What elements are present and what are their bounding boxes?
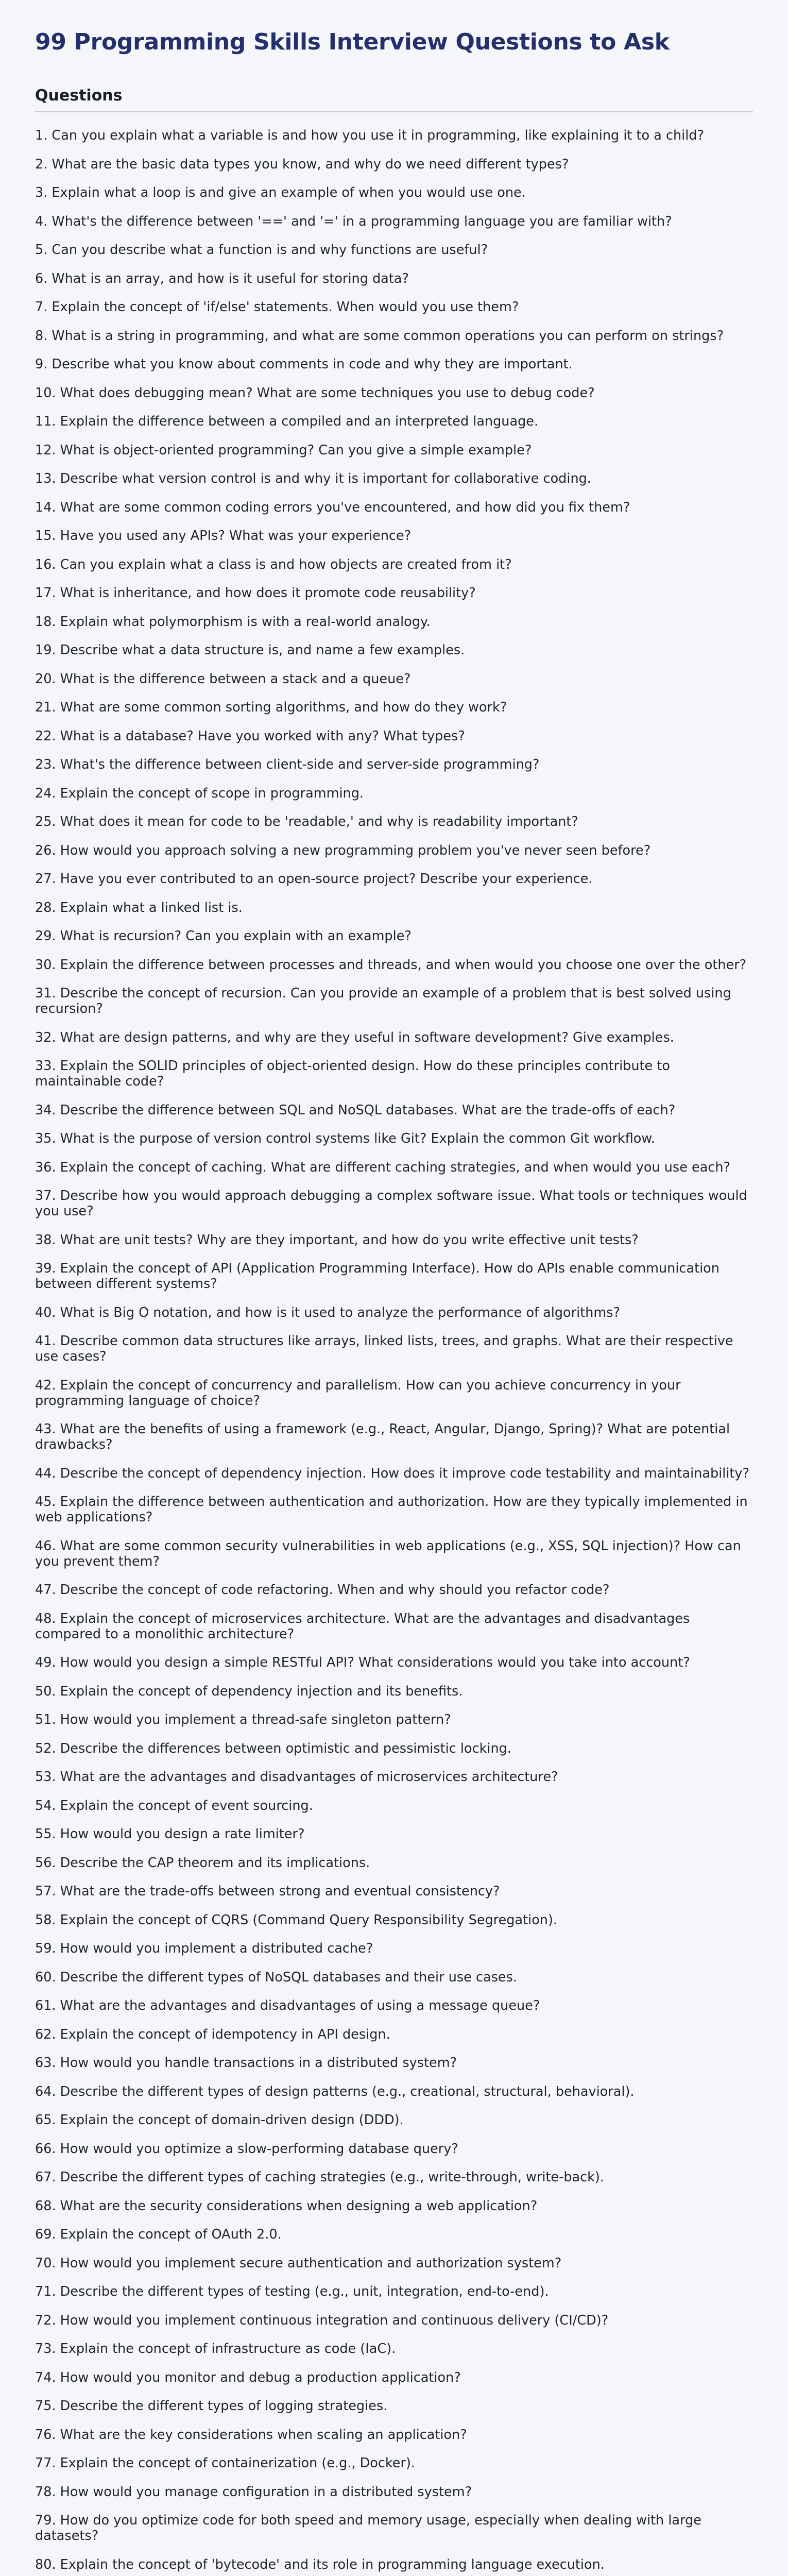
question-item: 33. Explain the SOLID principles of object-oriented design. How do these principles contribute to maintainable code?	[35, 1058, 670, 1089]
question-item: 11. Explain the difference between a compiled and an interpreted language.	[35, 414, 539, 429]
question-item: 49. How would you design a simple RESTful API? What considerations would you take into account?	[35, 1655, 690, 1670]
section-heading: Questions	[35, 87, 123, 105]
question-item: 48. Explain the concept of microservices architecture. What are the advantages and disadvantages compared to a monolithic architecture?	[35, 1611, 690, 1642]
question-item: 4. What's the difference between '==' and '=' in a programming language you are familiar with?	[35, 213, 672, 229]
question-item: 61. What are the advantages and disadvantages of using a message queue?	[35, 1998, 540, 2013]
question-item: 46. What are some common security vulnerabilities in web applications (e.g., XSS, SQL injection)? How can you prevent them?	[35, 1538, 741, 1569]
question-item: 74. How would you monitor and debug a production application?	[35, 2369, 461, 2385]
question-item: 19. Describe what a data structure is, and name a few examples.	[35, 642, 465, 658]
question-item: 21. What are some common sorting algorithms, and how do they work?	[35, 700, 507, 715]
question-item: 20. What is the difference between a stack and a queue?	[35, 671, 411, 687]
question-item: 59. How would you implement a distributed cache?	[35, 1941, 373, 1956]
question-item: 24. Explain the concept of scope in programming.	[35, 785, 364, 801]
question-item: 6. What is an array, and how is it useful for storing data?	[35, 270, 409, 286]
question-item: 32. What are design patterns, and why are they useful in software development? Give examples.	[35, 1029, 674, 1045]
question-item: 78. How would you manage configuration in a distributed system?	[35, 2484, 472, 2500]
section-divider	[35, 111, 753, 112]
question-item: 34. Describe the difference between SQL and NoSQL databases. What are the trade-offs of each?	[35, 1102, 676, 1118]
question-item: 12. What is object-oriented programming? Can you give a simple example?	[35, 442, 532, 458]
question-item: 50. Explain the concept of dependency injection and its benefits.	[35, 1683, 463, 1699]
question-item: 35. What is the purpose of version control systems like Git? Explain the common Git workflow.	[35, 1131, 655, 1146]
question-item: 80. Explain the concept of 'bytecode' and its role in programming language execution.	[35, 2556, 605, 2572]
question-item: 16. Can you explain what a class is and how objects are created from it?	[35, 556, 512, 572]
question-item: 76. What are the key considerations when scaling an application?	[35, 2427, 467, 2443]
question-item: 22. What is a database? Have you worked with any? What types?	[35, 728, 465, 744]
question-item: 62. Explain the concept of idempotency in API design.	[35, 2026, 390, 2042]
question-item: 36. Explain the concept of caching. What are different caching strategies, and when would you use each?	[35, 1159, 731, 1175]
question-item: 42. Explain the concept of concurrency and parallelism. How can you achieve concurrency in your programming language of choice?	[35, 1377, 681, 1409]
question-item: 52. Describe the differences between optimistic and pessimistic locking.	[35, 1740, 511, 1756]
question-item: 26. How would you approach solving a new programming problem you've never seen before?	[35, 842, 651, 858]
question-item: 47. Describe the concept of code refactoring. When and why should you refactor code?	[35, 1582, 610, 1598]
question-item: 18. Explain what polymorphism is with a real-world analogy.	[35, 614, 431, 630]
question-item: 13. Describe what version control is and why it is important for collaborative coding.	[35, 471, 591, 486]
question-item: 14. What are some common coding errors you've encountered, and how did you fix them?	[35, 499, 630, 515]
question-item: 66. How would you optimize a slow-performing database query?	[35, 2141, 458, 2157]
question-item: 64. Describe the different types of design patterns (e.g., creational, structural, behavioral).	[35, 2083, 635, 2099]
question-item: 65. Explain the concept of domain-driven design (DDD).	[35, 2112, 404, 2128]
question-item: 60. Describe the different types of NoSQL databases and their use cases.	[35, 1969, 517, 1985]
question-item: 79. How do you optimize code for both speed and memory usage, especially when dealing with large datasets?	[35, 2513, 701, 2544]
page-title: 99 Programming Skills Interview Questions to Ask	[35, 29, 670, 55]
question-item: 39. Explain the concept of API (Application Programming Interface). How do APIs enable communication between different systems?	[35, 1261, 720, 1292]
question-item: 44. Describe the concept of dependency injection. How does it improve code testability and maintainability?	[35, 1465, 750, 1481]
question-item: 54. Explain the concept of event sourcing.	[35, 1798, 313, 1814]
question-item: 23. What's the difference between client-side and server-side programming?	[35, 757, 540, 772]
question-item: 28. Explain what a linked list is.	[35, 900, 243, 916]
question-item: 9. Describe what you know about comments in code and why they are important.	[35, 357, 573, 372]
question-item: 72. How would you implement continuous integration and continuous delivery (CI/CD)?	[35, 2312, 609, 2328]
question-item: 41. Describe common data structures like arrays, linked lists, trees, and graphs. What are their respective use cases?	[35, 1333, 733, 1364]
question-item: 51. How would you implement a thread-safe singleton pattern?	[35, 1712, 451, 1727]
question-item: 63. How would you handle transactions in a distributed system?	[35, 2055, 457, 2071]
question-item: 25. What does it mean for code to be 'readable,' and why is readability important?	[35, 814, 578, 829]
question-item: 57. What are the trade-offs between strong and eventual consistency?	[35, 1884, 500, 1899]
question-item: 31. Describe the concept of recursion. Can you provide an example of a problem that is best solved using recursion?	[35, 986, 731, 1016]
question-item: 69. Explain the concept of OAuth 2.0.	[35, 2227, 282, 2242]
question-item: 3. Explain what a loop is and give an example of when you would use one.	[35, 185, 526, 200]
question-item: 38. What are unit tests? Why are they important, and how do you write effective unit tests?	[35, 1232, 639, 1248]
question-item: 8. What is a string in programming, and what are some common operations you can perform on strings?	[35, 328, 724, 344]
question-item: 75. Describe the different types of logging strategies.	[35, 2398, 388, 2414]
question-item: 67. Describe the different types of caching strategies (e.g., write-through, write-back).	[35, 2170, 604, 2185]
question-item: 71. Describe the different types of testing (e.g., unit, integration, end-to-end).	[35, 2284, 549, 2299]
question-item: 58. Explain the concept of CQRS (Command Query Responsibility Segregation).	[35, 1912, 558, 1928]
question-item: 30. Explain the difference between processes and threads, and when would you choose one over the other?	[35, 957, 747, 973]
question-item: 17. What is inheritance, and how does it promote code reusability?	[35, 585, 476, 601]
question-item: 45. Explain the difference between authentication and authorization. How are they typically implemented in web applications?	[35, 1494, 748, 1525]
question-item: 37. Describe how you would approach debugging a complex software issue. What tools or techniques would you use?	[35, 1188, 747, 1219]
question-item: 43. What are the benefits of using a framework (e.g., React, Angular, Django, Spring)? What are potential drawbacks?	[35, 1421, 730, 1452]
question-item: 70. How would you implement secure authentication and authorization system?	[35, 2255, 562, 2271]
question-item: 68. What are the security considerations when designing a web application?	[35, 2198, 538, 2214]
question-item: 27. Have you ever contributed to an open-source project? Describe your experience.	[35, 871, 593, 887]
question-item: 77. Explain the concept of containerization (e.g., Docker).	[35, 2455, 415, 2471]
question-item: 29. What is recursion? Can you explain with an example?	[35, 928, 412, 944]
question-item: 53. What are the advantages and disadvantages of microservices architecture?	[35, 1769, 558, 1785]
question-item: 56. Describe the CAP theorem and its implications.	[35, 1855, 370, 1871]
question-item: 1. Can you explain what a variable is and how you use it in programming, like explaining it to a child?	[35, 128, 705, 143]
question-list	[35, 128, 753, 2576]
question-item: 15. Have you used any APIs? What was your experience?	[35, 528, 412, 544]
question-item: 5. Can you describe what a function is and why functions are useful?	[35, 242, 488, 258]
question-item: 10. What does debugging mean? What are some techniques you use to debug code?	[35, 385, 595, 401]
question-item: 55. How would you design a rate limiter?	[35, 1826, 305, 1842]
question-item: 7. Explain the concept of 'if/else' statements. When would you use them?	[35, 299, 519, 315]
question-item: 2. What are the basic data types you know, and why do we need different types?	[35, 156, 569, 172]
question-item: 73. Explain the concept of infrastructure as code (IaC).	[35, 2341, 396, 2357]
question-item: 40. What is Big O notation, and how is it used to analyze the performance of algorithms?	[35, 1304, 621, 1320]
